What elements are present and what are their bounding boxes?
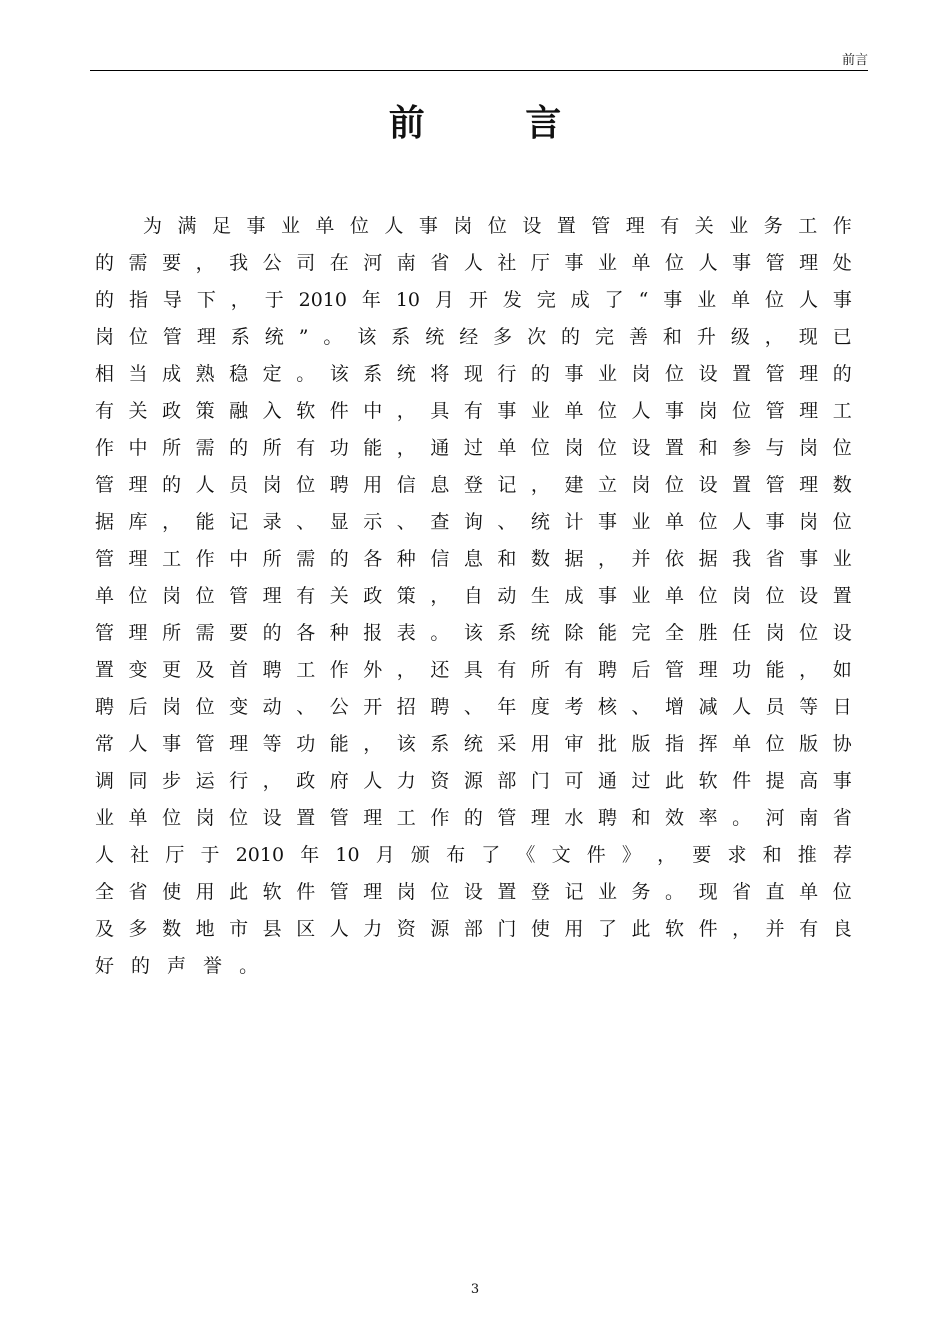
running-header-label: 前言 [841, 53, 868, 68]
page-number: 3 [470, 1282, 480, 1297]
body-text [95, 208, 852, 985]
body-line: 有 关 政 策 融 入 软 件 中 ， 具 有 事 业 单 位 人 事 岗 位 管 理 工 [95, 400, 852, 422]
body-line: 全 省 使 用 此 软 件 管 理 岗 位 设 置 登 记 业 务 。 现 省 直 单 位 [95, 881, 852, 903]
body-line: 单 位 岗 位 管 理 有 关 政 策 ， 自 动 生 成 事 业 单 位 岗 位 设 置 [95, 585, 852, 607]
body-line: 管 理 的 人 员 岗 位 聘 用 信 息 登 记 ， 建 立 岗 位 设 置 管 理 数 [95, 474, 852, 496]
body-line: 作 中 所 需 的 所 有 功 能 ， 通 过 单 位 岗 位 设 置 和 参 与 岗 位 [95, 437, 852, 459]
page-title: 前 言 [388, 102, 606, 144]
body-line: 管 理 工 作 中 所 需 的 各 种 信 息 和 数 据 ， 并 依 据 我 省 事 业 [95, 548, 852, 570]
body-line: 的 需 要 ， 我 公 司 在 河 南 省 人 社 厅 事 业 单 位 人 事 管 理 处 [95, 252, 852, 274]
body-line: 的 指 导 下 ， 于 2010 年 10 月 开 发 完 成 了 “ 事 业 单 位 人 事 [95, 289, 852, 311]
body-line: 好 的 声 誉 。 [95, 955, 259, 977]
body-line: 人 社 厅 于 2010 年 10 月 颁 布 了 《 文 件 》 ， 要 求 和 推 荐 [95, 844, 852, 866]
body-line: 及 多 数 地 市 县 区 人 力 资 源 部 门 使 用 了 此 软 件 ， 并 有 良 [95, 918, 852, 940]
body-line: 相 当 成 熟 稳 定 。 该 系 统 将 现 行 的 事 业 岗 位 设 置 管 理 的 [95, 363, 852, 385]
header-rule [90, 70, 868, 71]
body-line: 岗 位 管 理 系 统 ” 。 该 系 统 经 多 次 的 完 善 和 升 级 ， 现 已 [95, 326, 852, 348]
body-line: 常 人 事 管 理 等 功 能 ， 该 系 统 采 用 审 批 版 指 挥 单 位 版 协 [95, 733, 852, 755]
body-line: 为 满 足 事 业 单 位 人 事 岗 位 设 置 管 理 有 关 业 务 工 作 [143, 215, 852, 237]
body-line: 置 变 更 及 首 聘 工 作 外 ， 还 具 有 所 有 聘 后 管 理 功 能 ， 如 [95, 659, 852, 681]
body-line: 管 理 所 需 要 的 各 种 报 表 。 该 系 统 除 能 完 全 胜 任 岗 位 设 [95, 622, 852, 644]
body-line: 聘 后 岗 位 变 动 、 公 开 招 聘 、 年 度 考 核 、 增 减 人 员 等 日 [95, 696, 852, 718]
body-line: 调 同 步 运 行 ， 政 府 人 力 资 源 部 门 可 通 过 此 软 件 提 高 事 [95, 770, 852, 792]
body-line: 业 单 位 岗 位 设 置 管 理 工 作 的 管 理 水 聘 和 效 率 。 河 南 省 [95, 807, 852, 829]
body-line: 据 库 ， 能 记 录 、 显 示 、 查 询 、 统 计 事 业 单 位 人 事 岗 位 [95, 511, 852, 533]
